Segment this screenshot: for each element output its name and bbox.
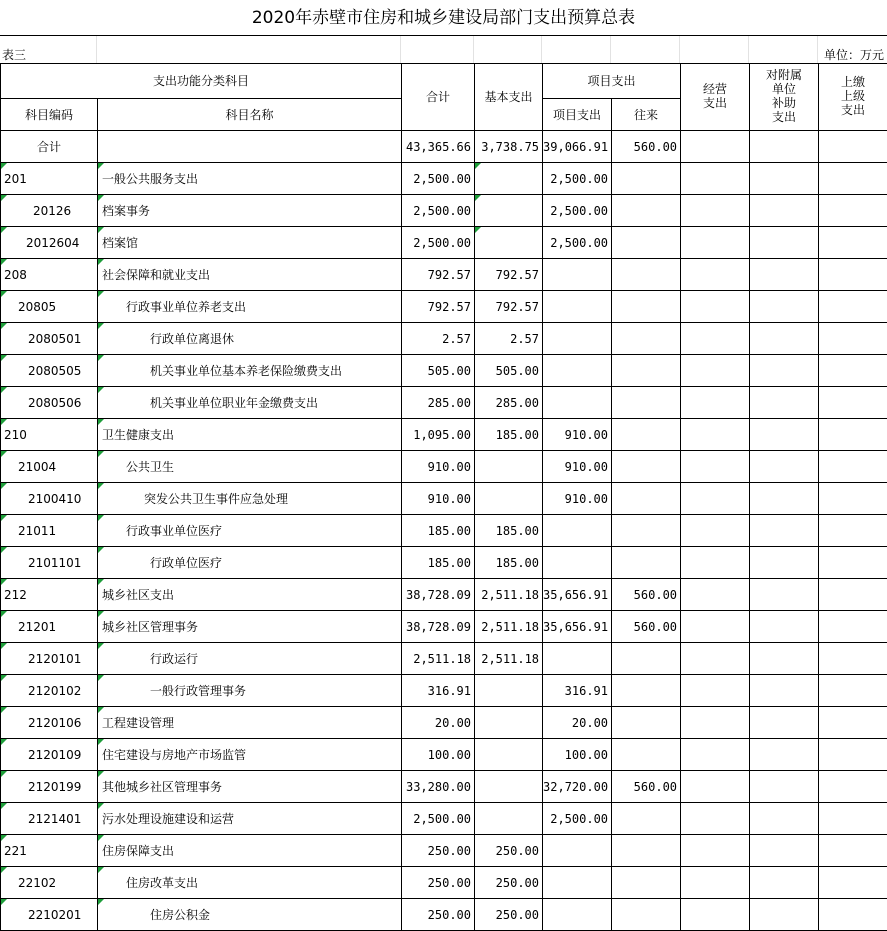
- row-operating: [681, 867, 750, 899]
- header-category: 支出功能分类科目: [1, 64, 402, 99]
- row-basic: [475, 163, 543, 195]
- row-project: [543, 899, 612, 931]
- row-project: [543, 355, 612, 387]
- row-code: 21011: [1, 515, 98, 547]
- row-subsidy: [750, 771, 819, 803]
- row-total: 910.00: [402, 451, 475, 483]
- row-project: [543, 547, 612, 579]
- budget-table: [0, 63, 887, 931]
- row-total: 33,280.00: [402, 771, 475, 803]
- table-row: [1, 323, 887, 355]
- row-project: 2,500.00: [543, 163, 612, 195]
- table-row: [1, 899, 887, 931]
- row-remit: [819, 739, 887, 771]
- row-subsidy: [750, 195, 819, 227]
- row-name: 行政单位医疗: [98, 547, 402, 579]
- row-basic: 285.00: [475, 387, 543, 419]
- row-total: 185.00: [402, 515, 475, 547]
- row-code: 2121401: [1, 803, 98, 835]
- row-code: 2012604: [1, 227, 98, 259]
- row-total: 792.57: [402, 259, 475, 291]
- row-code: 2210201: [1, 899, 98, 931]
- row-basic: 2.57: [475, 323, 543, 355]
- table-row: [1, 547, 887, 579]
- row-total: 505.00: [402, 355, 475, 387]
- row-transfer: [612, 195, 681, 227]
- row-basic: [475, 483, 543, 515]
- row-basic: 250.00: [475, 899, 543, 931]
- row-project: [543, 259, 612, 291]
- row-name: 城乡社区管理事务: [98, 611, 402, 643]
- header-remit: 上缴 上级 支出: [819, 64, 887, 131]
- row-project: [543, 835, 612, 867]
- row-subsidy: [750, 131, 819, 163]
- row-transfer: [612, 707, 681, 739]
- row-name: 一般公共服务支出: [98, 163, 402, 195]
- row-code: 2080505: [1, 355, 98, 387]
- row-total: 1,095.00: [402, 419, 475, 451]
- table-row: [1, 867, 887, 899]
- table-row: [1, 227, 887, 259]
- row-name: 住房保障支出: [98, 835, 402, 867]
- row-project: 2,500.00: [543, 195, 612, 227]
- row-transfer: [612, 899, 681, 931]
- row-project: 910.00: [543, 419, 612, 451]
- row-subsidy: [750, 163, 819, 195]
- row-operating: [681, 899, 750, 931]
- row-transfer: [612, 739, 681, 771]
- row-name: 住房改革支出: [98, 867, 402, 899]
- row-name: 机关事业单位职业年金缴费支出: [98, 387, 402, 419]
- row-operating: [681, 451, 750, 483]
- row-subsidy: [750, 259, 819, 291]
- row-transfer: 560.00: [612, 771, 681, 803]
- row-operating: [681, 835, 750, 867]
- row-subsidy: [750, 451, 819, 483]
- row-remit: [819, 131, 887, 163]
- row-remit: [819, 707, 887, 739]
- row-operating: [681, 259, 750, 291]
- row-basic: 250.00: [475, 835, 543, 867]
- row-remit: [819, 835, 887, 867]
- row-basic: 792.57: [475, 259, 543, 291]
- row-transfer: [612, 387, 681, 419]
- row-name: 机关事业单位基本养老保险缴费支出: [98, 355, 402, 387]
- row-basic: 2,511.18: [475, 611, 543, 643]
- row-transfer: 560.00: [612, 579, 681, 611]
- table-row: [1, 163, 887, 195]
- table-number: 表三: [2, 48, 26, 62]
- row-remit: [819, 259, 887, 291]
- row-code: 20126: [1, 195, 98, 227]
- row-project: 910.00: [543, 451, 612, 483]
- row-operating: [681, 483, 750, 515]
- row-operating: [681, 195, 750, 227]
- row-total: 250.00: [402, 867, 475, 899]
- row-code: 2120109: [1, 739, 98, 771]
- table-row: [1, 803, 887, 835]
- table-row: [1, 259, 887, 291]
- header-subsidy: 对附属 单位 补助 支出: [750, 64, 819, 131]
- row-subsidy: [750, 483, 819, 515]
- row-code: 221: [1, 835, 98, 867]
- table-row: [1, 579, 887, 611]
- row-total: 2,500.00: [402, 195, 475, 227]
- row-operating: [681, 547, 750, 579]
- header-transfer: 往来: [612, 99, 681, 131]
- table-row: [1, 387, 887, 419]
- row-basic: [475, 707, 543, 739]
- row-operating: [681, 355, 750, 387]
- row-operating: [681, 131, 750, 163]
- row-basic: [475, 227, 543, 259]
- row-remit: [819, 675, 887, 707]
- row-transfer: [612, 867, 681, 899]
- row-name: 城乡社区支出: [98, 579, 402, 611]
- row-code: 2120102: [1, 675, 98, 707]
- row-transfer: [612, 515, 681, 547]
- row-code: 合计: [1, 131, 98, 163]
- row-total: 100.00: [402, 739, 475, 771]
- table-row: [1, 675, 887, 707]
- row-project: [543, 323, 612, 355]
- row-total: 20.00: [402, 707, 475, 739]
- row-remit: [819, 323, 887, 355]
- row-basic: 3,738.75: [475, 131, 543, 163]
- unit-label: 单位：万元: [824, 48, 884, 62]
- row-code: 208: [1, 259, 98, 291]
- page-title: 2020年赤壁市住房和城乡建设局部门支出预算总表: [0, 0, 887, 36]
- row-project: 32,720.00: [543, 771, 612, 803]
- row-total: 910.00: [402, 483, 475, 515]
- row-basic: 185.00: [475, 419, 543, 451]
- row-name: 卫生健康支出: [98, 419, 402, 451]
- table-row: [1, 291, 887, 323]
- row-total: 316.91: [402, 675, 475, 707]
- row-remit: [819, 387, 887, 419]
- row-remit: [819, 483, 887, 515]
- row-subsidy: [750, 387, 819, 419]
- row-project: 35,656.91: [543, 611, 612, 643]
- row-project: 2,500.00: [543, 803, 612, 835]
- table-row: [1, 131, 887, 163]
- row-transfer: [612, 259, 681, 291]
- row-code: 2100410: [1, 483, 98, 515]
- header-code: 科目编码: [1, 99, 98, 131]
- row-basic: [475, 195, 543, 227]
- row-remit: [819, 515, 887, 547]
- row-project: [543, 291, 612, 323]
- row-total: 250.00: [402, 835, 475, 867]
- row-remit: [819, 547, 887, 579]
- row-name: 行政事业单位医疗: [98, 515, 402, 547]
- table-row: [1, 355, 887, 387]
- table-row: [1, 835, 887, 867]
- row-code: 20805: [1, 291, 98, 323]
- row-transfer: [612, 355, 681, 387]
- row-total: 250.00: [402, 899, 475, 931]
- row-code: 2120101: [1, 643, 98, 675]
- row-subsidy: [750, 291, 819, 323]
- table-row: [1, 611, 887, 643]
- table-row: [1, 643, 887, 675]
- subtitle-row: [0, 36, 887, 63]
- row-project: [543, 387, 612, 419]
- row-total: 2,511.18: [402, 643, 475, 675]
- row-operating: [681, 771, 750, 803]
- row-transfer: [612, 675, 681, 707]
- row-subsidy: [750, 515, 819, 547]
- row-transfer: [612, 835, 681, 867]
- row-operating: [681, 611, 750, 643]
- row-basic: 250.00: [475, 867, 543, 899]
- row-total: 2,500.00: [402, 803, 475, 835]
- row-transfer: [612, 803, 681, 835]
- table-row: [1, 771, 887, 803]
- table-row: [1, 195, 887, 227]
- row-subsidy: [750, 899, 819, 931]
- row-transfer: [612, 227, 681, 259]
- row-subsidy: [750, 739, 819, 771]
- row-total: 38,728.09: [402, 579, 475, 611]
- row-name: 社会保障和就业支出: [98, 259, 402, 291]
- row-basic: 792.57: [475, 291, 543, 323]
- row-total: 792.57: [402, 291, 475, 323]
- row-total: 285.00: [402, 387, 475, 419]
- row-remit: [819, 643, 887, 675]
- row-code: 210: [1, 419, 98, 451]
- header-total: 合计: [402, 64, 475, 131]
- table-row: [1, 515, 887, 547]
- row-subsidy: [750, 643, 819, 675]
- row-remit: [819, 771, 887, 803]
- row-operating: [681, 387, 750, 419]
- row-subsidy: [750, 323, 819, 355]
- row-code: 201: [1, 163, 98, 195]
- row-transfer: [612, 291, 681, 323]
- row-transfer: 560.00: [612, 611, 681, 643]
- row-project: 100.00: [543, 739, 612, 771]
- row-subsidy: [750, 707, 819, 739]
- row-transfer: [612, 163, 681, 195]
- row-remit: [819, 803, 887, 835]
- row-code: 2120106: [1, 707, 98, 739]
- row-remit: [819, 291, 887, 323]
- row-project: 316.91: [543, 675, 612, 707]
- row-operating: [681, 163, 750, 195]
- row-transfer: 560.00: [612, 131, 681, 163]
- table-header: [1, 64, 887, 131]
- row-remit: [819, 611, 887, 643]
- header-basic: 基本支出: [475, 64, 543, 131]
- row-remit: [819, 899, 887, 931]
- row-project: 39,066.91: [543, 131, 612, 163]
- row-basic: [475, 771, 543, 803]
- row-name: 住宅建设与房地产市场监管: [98, 739, 402, 771]
- row-basic: [475, 451, 543, 483]
- row-project: 20.00: [543, 707, 612, 739]
- row-name: 行政事业单位养老支出: [98, 291, 402, 323]
- row-subsidy: [750, 675, 819, 707]
- table-row: [1, 707, 887, 739]
- table-row: [1, 739, 887, 771]
- row-subsidy: [750, 867, 819, 899]
- row-basic: 185.00: [475, 515, 543, 547]
- table-row: [1, 451, 887, 483]
- row-basic: 2,511.18: [475, 643, 543, 675]
- header-operating: 经营 支出: [681, 64, 750, 131]
- row-basic: 2,511.18: [475, 579, 543, 611]
- row-code: 21004: [1, 451, 98, 483]
- row-name: 突发公共卫生事件应急处理: [98, 483, 402, 515]
- row-name: 行政单位离退休: [98, 323, 402, 355]
- row-total: 2,500.00: [402, 163, 475, 195]
- row-basic: [475, 739, 543, 771]
- row-code: 2080501: [1, 323, 98, 355]
- row-subsidy: [750, 579, 819, 611]
- row-code: 2120199: [1, 771, 98, 803]
- row-name: 档案事务: [98, 195, 402, 227]
- row-name: 档案馆: [98, 227, 402, 259]
- row-remit: [819, 163, 887, 195]
- table-row: [1, 419, 887, 451]
- row-subsidy: [750, 355, 819, 387]
- row-total: 2,500.00: [402, 227, 475, 259]
- row-remit: [819, 451, 887, 483]
- row-code: 212: [1, 579, 98, 611]
- row-basic: [475, 675, 543, 707]
- row-operating: [681, 707, 750, 739]
- row-operating: [681, 291, 750, 323]
- row-operating: [681, 515, 750, 547]
- row-operating: [681, 579, 750, 611]
- row-project: 910.00: [543, 483, 612, 515]
- row-project: [543, 515, 612, 547]
- row-name: 公共卫生: [98, 451, 402, 483]
- row-name: [98, 131, 402, 163]
- row-remit: [819, 355, 887, 387]
- header-name: 科目名称: [98, 99, 402, 131]
- header-project-group: 项目支出: [543, 64, 681, 99]
- row-total: 43,365.66: [402, 131, 475, 163]
- row-subsidy: [750, 547, 819, 579]
- row-subsidy: [750, 227, 819, 259]
- row-operating: [681, 227, 750, 259]
- row-subsidy: [750, 835, 819, 867]
- row-name: 其他城乡社区管理事务: [98, 771, 402, 803]
- row-basic: 185.00: [475, 547, 543, 579]
- row-operating: [681, 323, 750, 355]
- row-operating: [681, 419, 750, 451]
- row-project: 35,656.91: [543, 579, 612, 611]
- row-operating: [681, 643, 750, 675]
- table-body: [1, 131, 887, 931]
- row-subsidy: [750, 803, 819, 835]
- row-project: [543, 643, 612, 675]
- row-operating: [681, 803, 750, 835]
- row-transfer: [612, 419, 681, 451]
- row-name: 工程建设管理: [98, 707, 402, 739]
- row-project: 2,500.00: [543, 227, 612, 259]
- row-name: 行政运行: [98, 643, 402, 675]
- row-operating: [681, 675, 750, 707]
- table-row: [1, 483, 887, 515]
- row-subsidy: [750, 419, 819, 451]
- row-code: 2080506: [1, 387, 98, 419]
- row-transfer: [612, 643, 681, 675]
- row-transfer: [612, 483, 681, 515]
- row-remit: [819, 195, 887, 227]
- row-remit: [819, 579, 887, 611]
- row-code: 2101101: [1, 547, 98, 579]
- row-transfer: [612, 451, 681, 483]
- row-basic: [475, 803, 543, 835]
- row-total: 38,728.09: [402, 611, 475, 643]
- row-total: 185.00: [402, 547, 475, 579]
- row-total: 2.57: [402, 323, 475, 355]
- row-basic: 505.00: [475, 355, 543, 387]
- row-project: [543, 867, 612, 899]
- row-remit: [819, 867, 887, 899]
- row-remit: [819, 419, 887, 451]
- row-transfer: [612, 323, 681, 355]
- header-project: 项目支出: [543, 99, 612, 131]
- row-code: 22102: [1, 867, 98, 899]
- row-name: 一般行政管理事务: [98, 675, 402, 707]
- row-transfer: [612, 547, 681, 579]
- row-name: 污水处理设施建设和运营: [98, 803, 402, 835]
- row-remit: [819, 227, 887, 259]
- row-code: 21201: [1, 611, 98, 643]
- row-name: 住房公积金: [98, 899, 402, 931]
- row-subsidy: [750, 611, 819, 643]
- row-operating: [681, 739, 750, 771]
